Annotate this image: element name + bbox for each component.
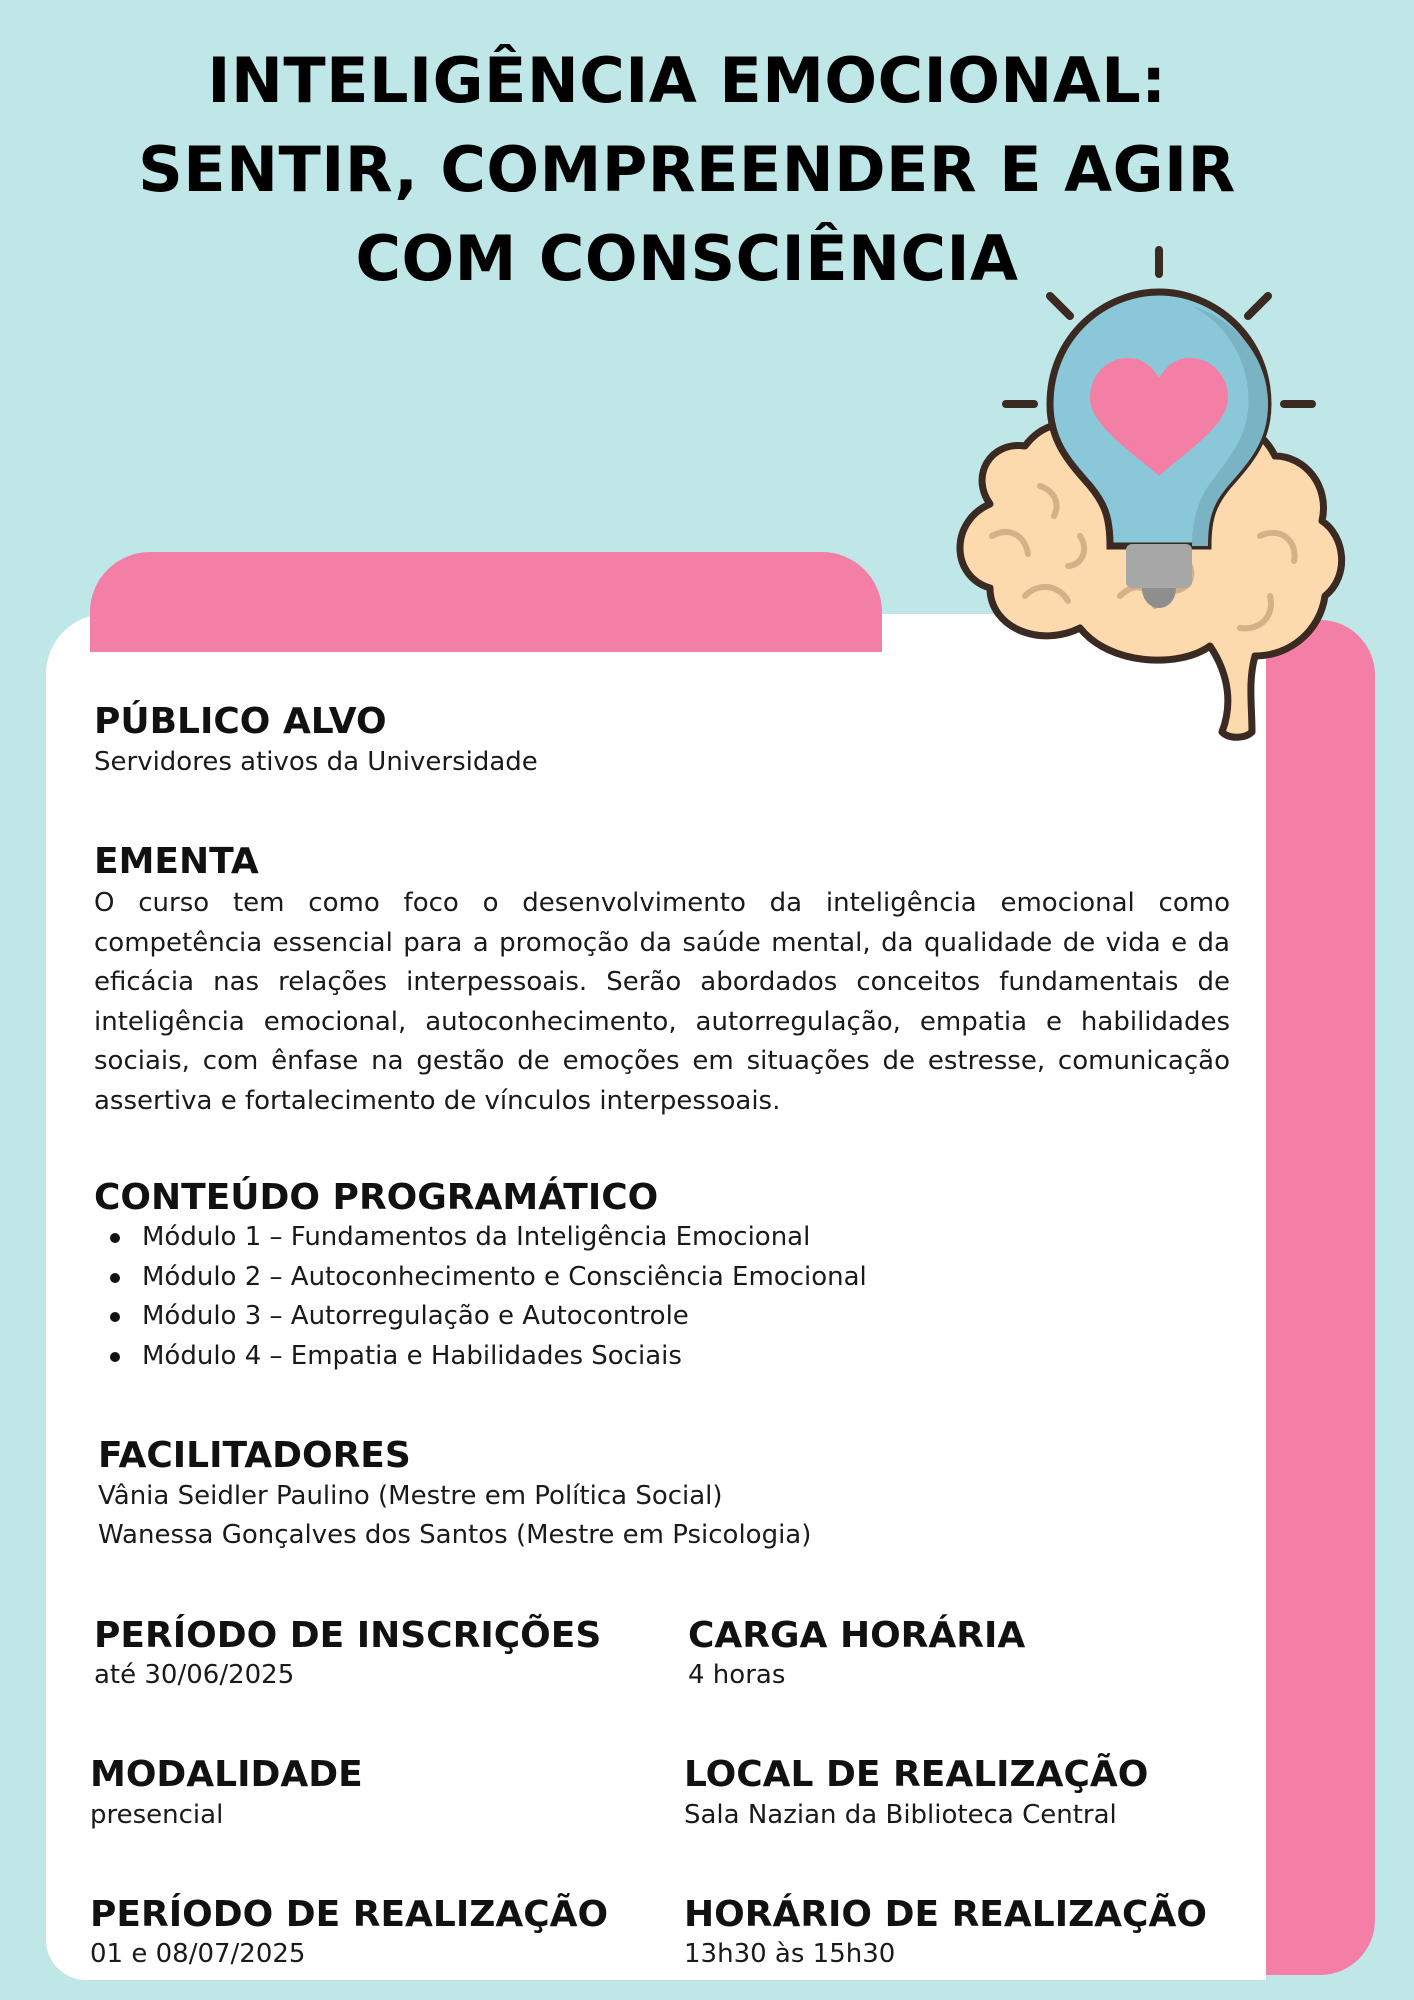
facilitador-1: Vânia Seidler Paulino (Mestre em Política Social) — [98, 1481, 723, 1511]
carga-heading: CARGA HORÁRIA — [688, 1615, 1026, 1656]
modalidade-heading: MODALIDADE — [90, 1754, 363, 1795]
inscricoes-heading: PERÍODO DE INSCRIÇÕES — [94, 1615, 602, 1656]
ementa-text: O curso tem como foco o desenvolvimento da inteligência emocional como competência essencial para a promoção da saúde mental, da qualidade de vida e da eficácia nas relações interpessoais. Serão abordados conceitos fundamentais de inteligência emocional, autoconhecimento, autorregulação, empatia e habilidades sociais, com ênfase na gestão de emoções em situações de estresse, comunicação assertiva e fortalecimento de vínculos interpessoais. — [94, 888, 1230, 1116]
brain-lightbulb-heart-icon — [930, 236, 1350, 746]
pink-tab-overlay — [90, 614, 882, 652]
list-item: Módulo 1 – Fundamentos da Inteligência Emocional — [96, 1218, 867, 1258]
local-text: Sala Nazian da Biblioteca Central — [684, 1800, 1117, 1830]
publico-alvo-heading: PÚBLICO ALVO — [94, 701, 387, 742]
title-line-2: SENTIR, COMPREENDER E AGIR — [138, 133, 1236, 206]
modules-list — [96, 1218, 867, 1376]
title-line-1: INTELIGÊNCIA EMOCIONAL: — [207, 44, 1167, 117]
list-item: Módulo 4 – Empatia e Habilidades Sociais — [96, 1337, 867, 1377]
list-item: Módulo 3 – Autorregulação e Autocontrole — [96, 1297, 867, 1337]
facilitadores-heading: FACILITADORES — [98, 1435, 411, 1476]
horario-heading: HORÁRIO DE REALIZAÇÃO — [684, 1894, 1207, 1935]
list-item: Módulo 2 – Autoconhecimento e Consciência Emocional — [96, 1258, 867, 1298]
periodo-heading: PERÍODO DE REALIZAÇÃO — [90, 1894, 609, 1935]
modalidade-text: presencial — [90, 1800, 224, 1830]
conteudo-heading: CONTEÚDO PROGRAMÁTICO — [94, 1177, 659, 1218]
periodo-text: 01 e 08/07/2025 — [90, 1939, 306, 1969]
ementa-heading: EMENTA — [94, 841, 259, 882]
publico-alvo-text: Servidores ativos da Universidade — [94, 747, 538, 777]
title-line-3: COM CONSCIÊNCIA — [355, 222, 1019, 295]
local-heading: LOCAL DE REALIZAÇÃO — [684, 1754, 1149, 1795]
carga-text: 4 horas — [688, 1660, 786, 1690]
facilitador-2: Wanessa Gonçalves dos Santos (Mestre em Psicologia) — [98, 1520, 812, 1550]
horario-text: 13h30 às 15h30 — [684, 1939, 896, 1969]
inscricoes-text: até 30/06/2025 — [94, 1660, 295, 1690]
